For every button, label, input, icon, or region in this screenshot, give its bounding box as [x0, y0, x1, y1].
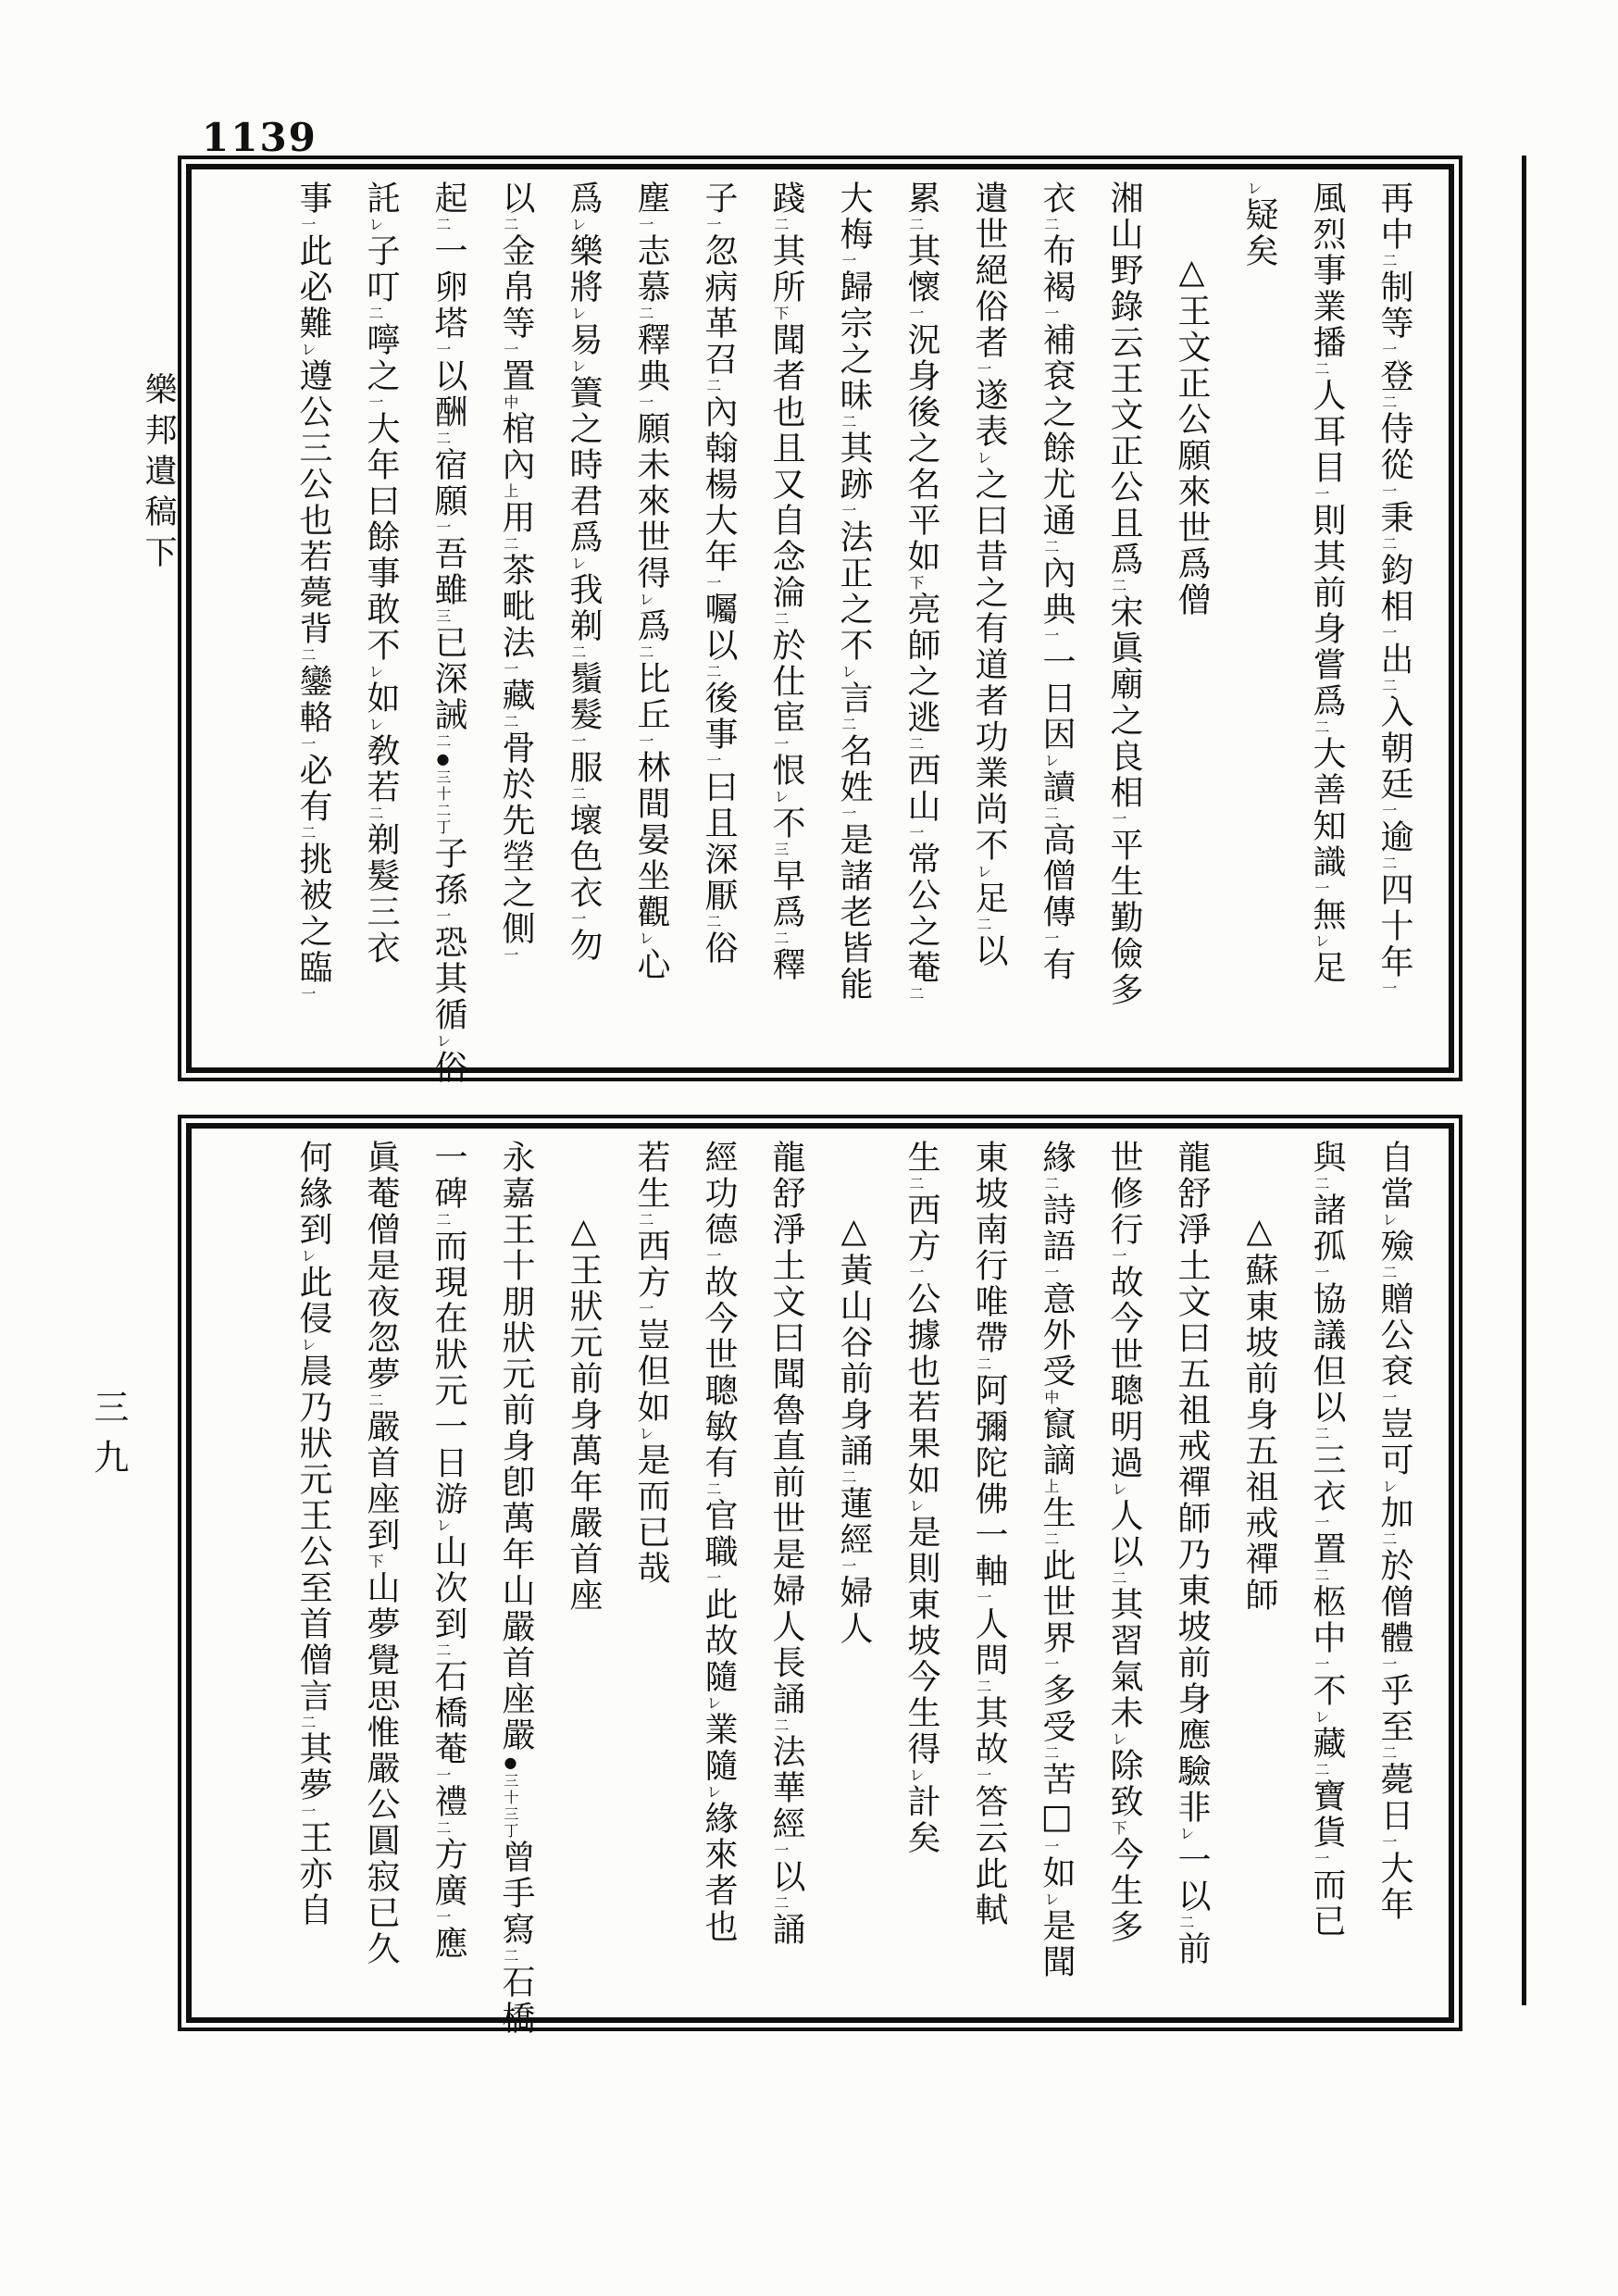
kunten-mark: 一	[906, 306, 925, 322]
kunten-mark: 一	[1041, 1265, 1060, 1281]
kunten-mark: 二	[839, 414, 857, 430]
folio-number: 三九	[88, 1389, 129, 1489]
kunten-mark: 一	[1041, 1656, 1060, 1673]
kunten-mark: 二	[568, 644, 587, 661]
kunten-mark: 一	[501, 342, 519, 358]
text-column: 世修行一故今世聰明過レ人以二其習氣未レ除致下今生多	[1105, 1140, 1143, 1945]
kunten-mark: 二	[703, 378, 722, 394]
kunten-mark: 二	[636, 644, 654, 661]
kunten-mark: 一	[298, 986, 317, 1003]
kunten-mark: 二	[1312, 1426, 1330, 1442]
kunten-mark: 二	[501, 217, 519, 233]
kunten-mark: 一	[433, 1909, 452, 1926]
kunten-mark: 二	[771, 1895, 790, 1912]
text-frame-bottom	[178, 1115, 1462, 2037]
kunten-mark: 一	[1379, 342, 1398, 358]
kunten-mark: 一	[298, 736, 317, 753]
kunten-mark: 二	[298, 825, 317, 842]
kunten-mark: 一	[1041, 930, 1060, 947]
kunten-mark: 二	[1312, 1762, 1330, 1778]
kunten-mark: 二	[433, 1642, 452, 1659]
kunten-mark: レ	[568, 358, 587, 375]
kunten-mark: 一	[568, 911, 587, 928]
kunten-mark: 二	[839, 717, 857, 733]
kunten-mark: 二	[636, 1212, 654, 1229]
kunten-mark: 二	[1379, 536, 1398, 553]
kunten-mark: 二	[1041, 1531, 1060, 1548]
kunten-mark: 一	[839, 805, 857, 822]
folio-marker: ●三十二丁	[433, 750, 452, 836]
kunten-mark: 二	[1109, 1570, 1127, 1587]
kunten-mark: 一	[501, 661, 519, 678]
kunten-mark: 一	[636, 394, 654, 411]
text-column: 若生二西方一豈但如レ是而已哉	[632, 1140, 670, 1587]
kunten-mark: 一	[1041, 306, 1060, 322]
text-column: 衣二布褐一補袞之餘尤通二內典一一日因レ讀二高僧傳一有	[1038, 181, 1076, 983]
text-column: 起二一卵塔一以酬二宿願一吾雖三已深誡二●三十二丁子孫一恐其循レ俗	[429, 181, 467, 1086]
kunten-mark: 一	[1041, 628, 1060, 644]
kunten-mark: 一	[366, 394, 384, 411]
text-column: 大梅一歸宗之昧二其跡一法正之不レ言二名姓一是諸老皆能	[835, 181, 873, 1003]
kunten-mark: レ	[1244, 181, 1263, 197]
kunten-mark: 二	[366, 1392, 384, 1409]
kunten-mark: 一	[1312, 486, 1330, 503]
kunten-mark: レ	[298, 1337, 317, 1354]
text-column: 龍舒淨土文曰聞魯直前世是婦人長誦二法華經一以二誦	[767, 1140, 805, 1948]
kunten-mark: レ	[366, 217, 384, 233]
kunten-mark: 一	[433, 908, 452, 925]
kunten-mark: レ	[703, 1695, 722, 1712]
kunten-mark: 二	[1379, 1265, 1398, 1281]
kunten-mark: 一	[568, 733, 587, 750]
kunten-mark: 二	[366, 306, 384, 322]
kunten-mark: 二	[974, 917, 992, 933]
kunten-mark: 二	[906, 217, 925, 233]
kunten-mark: レ	[636, 930, 654, 947]
kunten-mark: レ	[974, 450, 992, 467]
kunten-mark: レ	[1312, 1709, 1330, 1726]
kunten-mark: 二	[1379, 1531, 1398, 1548]
kunten-mark: 二	[1176, 1915, 1195, 1931]
text-frame-top	[178, 156, 1462, 1086]
text-column: 事一此必難レ遵公三公也若薨背二鑾輅一必有二挑被之臨一	[294, 181, 332, 1003]
text-column: 緣二詩語一意外受中竄謫上生二此世界一多受二苦□一如レ是聞	[1038, 1140, 1076, 1980]
kunten-mark: レ	[1312, 933, 1330, 950]
kunten-mark: 一	[1379, 483, 1398, 500]
kunten-mark: 二	[433, 430, 452, 447]
kunten-mark: 二	[433, 217, 452, 233]
text-columns-bottom	[192, 1129, 1449, 2037]
kunten-mark: レ	[771, 789, 790, 805]
text-column: 東坡南行唯帶二阿彌陀佛一軸一人問二其故一答云此軾	[970, 1140, 1008, 1928]
kunten-mark: 下	[771, 306, 790, 322]
text-column: 永嘉王十朋狀元前身卽萬年山嚴首座嚴●三十三丁曾手寫二石橋	[497, 1140, 535, 2037]
kunten-mark: 一	[771, 736, 790, 753]
kunten-mark: 下	[906, 575, 925, 592]
kunten-mark: 中	[1041, 1390, 1060, 1406]
kunten-mark: 二	[433, 1212, 452, 1229]
kunten-mark: 一	[1379, 1390, 1398, 1406]
kunten-mark: 一	[1109, 811, 1127, 828]
kunten-mark: 一	[839, 253, 857, 269]
kunten-mark: 二	[366, 805, 384, 822]
kunten-mark: 二	[298, 1715, 317, 1731]
kunten-mark: レ	[366, 664, 384, 680]
text-frame-top-inner-border	[186, 164, 1454, 1086]
kunten-mark: 一	[298, 1803, 317, 1820]
kunten-mark: 二	[433, 733, 452, 750]
kunten-mark: レ	[636, 1426, 654, 1442]
kunten-mark: 一	[1312, 1515, 1330, 1531]
kunten-mark: 二	[433, 1820, 452, 1837]
kunten-mark: 二	[298, 647, 317, 664]
kunten-mark: 二	[1109, 578, 1127, 594]
text-column: 子一忽病革召二內翰楊大年一囑以二後事一曰且深厭二俗	[700, 181, 738, 967]
text-column: 龍舒淨土文曰五祖戒禪師乃東坡前身應驗非レ一以二前	[1173, 1140, 1211, 1967]
text-column: △黃山谷前身誦二蓮經一婦人	[835, 1140, 873, 1647]
kunten-mark: 二	[1041, 805, 1060, 822]
text-column: 遺世絕俗者一遂表レ之曰昔之有道者功業尚不レ足二以	[970, 181, 1008, 969]
kunten-mark: レ	[1041, 1891, 1060, 1908]
kunten-mark: 二	[1312, 1176, 1330, 1192]
kunten-mark: 一	[974, 361, 992, 378]
text-column: 與二諸孤一協議但以二三衣一置二柩中一不レ藏二寶貨一而已	[1308, 1140, 1346, 1940]
kunten-mark: 一	[839, 1558, 857, 1575]
text-column: 踐二其所下聞者也且又自念淪二於仕宦一恨レ不三早爲二釋	[767, 181, 805, 983]
kunten-mark: レ	[433, 1033, 452, 1050]
kunten-mark: 二	[771, 1717, 790, 1734]
kunten-mark: レ	[636, 592, 654, 608]
kunten-mark: レ	[906, 1498, 925, 1515]
kunten-mark: 一	[906, 1265, 925, 1281]
kunten-mark: レ	[1379, 1479, 1398, 1495]
text-frame-bottom-inner-border	[186, 1123, 1454, 2037]
kunten-mark: 二	[1041, 539, 1060, 555]
text-column: 風烈事業播二人耳目一則其前身嘗爲二大善知識一無レ足	[1308, 181, 1346, 986]
kunten-mark: 一	[433, 519, 452, 536]
kunten-mark: 二	[1041, 1745, 1060, 1762]
kunten-mark: 三	[433, 608, 452, 625]
kunten-mark: レ	[703, 1784, 722, 1801]
kunten-mark: 二	[568, 786, 587, 803]
kunten-mark: 一	[636, 733, 654, 750]
text-column: 託レ子叮二嚀之一大年曰餘事敢不レ如レ敎若二剃髮三衣	[362, 181, 400, 967]
kunten-mark: レ	[906, 1767, 925, 1784]
kunten-mark: 上	[501, 483, 519, 500]
kunten-mark: 二	[771, 217, 790, 233]
kunten-mark: 一	[703, 575, 722, 592]
kunten-mark: 二	[1312, 361, 1330, 378]
kunten-mark: 二	[906, 986, 925, 1003]
kunten-mark: 一	[1041, 1839, 1060, 1855]
kunten-mark: 二	[1379, 253, 1398, 269]
kunten-mark: 一	[433, 1767, 452, 1784]
kunten-mark: レ	[568, 217, 587, 233]
text-column: △蘇東坡前身五祖戒禪師	[1240, 1140, 1278, 1614]
kunten-mark: 二	[906, 1176, 925, 1192]
kunten-mark: 一	[974, 1767, 992, 1784]
kunten-mark: 二	[703, 914, 722, 930]
kunten-mark: 上	[1041, 1479, 1060, 1495]
kunten-mark: 一	[636, 217, 654, 233]
kunten-mark: 一	[703, 753, 722, 769]
binding-edge-rule	[1522, 156, 1526, 2005]
kunten-mark: レ	[433, 1517, 452, 1534]
kunten-mark: 二	[501, 1948, 519, 1965]
kunten-mark: 一	[1312, 1265, 1330, 1281]
kunten-mark: 一	[1379, 1656, 1398, 1673]
kunten-mark: 下	[366, 1554, 384, 1570]
kunten-mark: 一	[1109, 1248, 1127, 1265]
text-column: 經功德一故今世聰敏有二官職一此故隨レ業隨レ緣來者也	[700, 1140, 738, 1945]
text-column: 塵一志慕二釋典一願未來世得レ爲二比丘一林間晏坐觀レ心	[632, 181, 670, 983]
kunten-mark: レ	[366, 717, 384, 733]
text-column: 再中二制等一登二侍從一秉二鈞相一出二入朝廷一逾二四十年一	[1375, 181, 1413, 997]
text-column: 眞菴僧是夜忽夢二嚴首座到下山夢覺思惟嚴公圓寂已久	[362, 1140, 400, 1967]
text-column: 自當レ殮二贈公袞一豈可レ加二於僧體一乎至二薨日一大年	[1375, 1140, 1413, 1923]
kunten-mark: 一	[298, 217, 317, 233]
kunten-mark: 二	[771, 930, 790, 947]
kunten-mark: 一	[1379, 980, 1398, 997]
kunten-mark: 二	[839, 1469, 857, 1486]
kunten-mark: 一	[703, 1570, 722, 1587]
text-column: 一碑二而現在狀元一日游レ山次到二石橋菴一禮二方廣一應	[429, 1140, 467, 1962]
kunten-mark: 一	[703, 217, 722, 233]
text-column: 以二金帛等一置中棺內上用二茶毗法一藏二骨於先塋之側一	[497, 181, 535, 964]
kunten-mark: 二	[1041, 217, 1060, 233]
kunten-mark: 下	[1109, 1820, 1127, 1837]
kunten-mark: 一	[703, 1248, 722, 1265]
kunten-mark: レ	[298, 342, 317, 358]
text-columns-top	[192, 169, 1449, 1086]
kunten-mark: レ	[839, 664, 857, 680]
kunten-mark: 一	[839, 503, 857, 519]
kunten-mark: 中	[501, 394, 519, 411]
kunten-mark: 二	[1379, 394, 1398, 411]
kunten-mark: 二	[974, 1678, 992, 1695]
kunten-mark: 二	[1312, 1567, 1330, 1584]
kunten-mark: 一	[433, 342, 452, 358]
text-column: 生二西方一公據也若果如レ是則東坡今生得レ計矣	[902, 1140, 940, 1856]
kunten-mark: 二	[771, 611, 790, 628]
text-column: 湘山野錄云王文正公且爲二宋眞廟之良相一平生勤儉多	[1105, 181, 1143, 1008]
kunten-mark: 二	[636, 306, 654, 322]
margin-book-title: 樂邦遺稿下	[140, 372, 177, 576]
kunten-mark: レ	[298, 1248, 317, 1265]
kunten-mark: 二	[1379, 1745, 1398, 1762]
kunten-mark: レ	[1379, 1212, 1398, 1229]
kunten-mark: レ	[974, 864, 992, 880]
kunten-mark: 一	[974, 1590, 992, 1606]
kunten-mark: レ	[568, 306, 587, 322]
text-column: △王文正公願來世爲僧	[1173, 181, 1211, 618]
kunten-mark: 一	[771, 1842, 790, 1859]
kunten-mark: 一	[1312, 880, 1330, 897]
kunten-mark: レ	[568, 555, 587, 572]
kunten-mark: 二	[501, 714, 519, 730]
kunten-mark: 二	[906, 736, 925, 753]
text-column: 爲レ樂將レ易レ簀之時君爲レ我剃二鬚髮一服二壞色衣一勿	[565, 181, 603, 964]
kunten-mark: レ	[1041, 753, 1060, 769]
kunten-mark: レ	[1109, 1481, 1127, 1498]
kunten-mark: 一	[1312, 1851, 1330, 1867]
text-column: 何緣到レ此侵レ晨乃狀元王公至首僧言二其夢一王亦自	[294, 1140, 332, 1928]
kunten-mark: 二	[1041, 1176, 1060, 1192]
kunten-mark: 二	[1379, 678, 1398, 694]
kunten-mark: レ	[1176, 1826, 1195, 1842]
kunten-mark: 一	[1379, 803, 1398, 819]
folio-marker: ●三十三丁	[501, 1753, 519, 1840]
text-column: レ疑矣	[1240, 181, 1278, 269]
kunten-mark: 一	[1379, 1834, 1398, 1851]
kunten-mark: 一	[501, 947, 519, 964]
kunten-mark: 一	[1379, 625, 1398, 642]
kunten-mark: 三	[771, 842, 790, 858]
print-page-number: 1139	[202, 115, 317, 160]
text-column: 累二其懷一況身後之名平如下亮師之逃二西山一常公之菴二	[902, 181, 940, 1003]
kunten-mark: 二	[1312, 719, 1330, 736]
kunten-mark: 一	[1312, 1656, 1330, 1673]
kunten-mark: 一	[636, 1301, 654, 1317]
kunten-mark: 二	[501, 536, 519, 553]
kunten-mark: 二	[703, 1481, 722, 1498]
kunten-mark: レ	[1109, 1731, 1127, 1748]
text-column: △王狀元前身萬年嚴首座	[565, 1140, 603, 1614]
kunten-mark: 二	[974, 1356, 992, 1373]
kunten-mark: 二	[1379, 855, 1398, 872]
kunten-mark: 二	[703, 664, 722, 680]
kunten-mark: 一	[906, 825, 925, 842]
